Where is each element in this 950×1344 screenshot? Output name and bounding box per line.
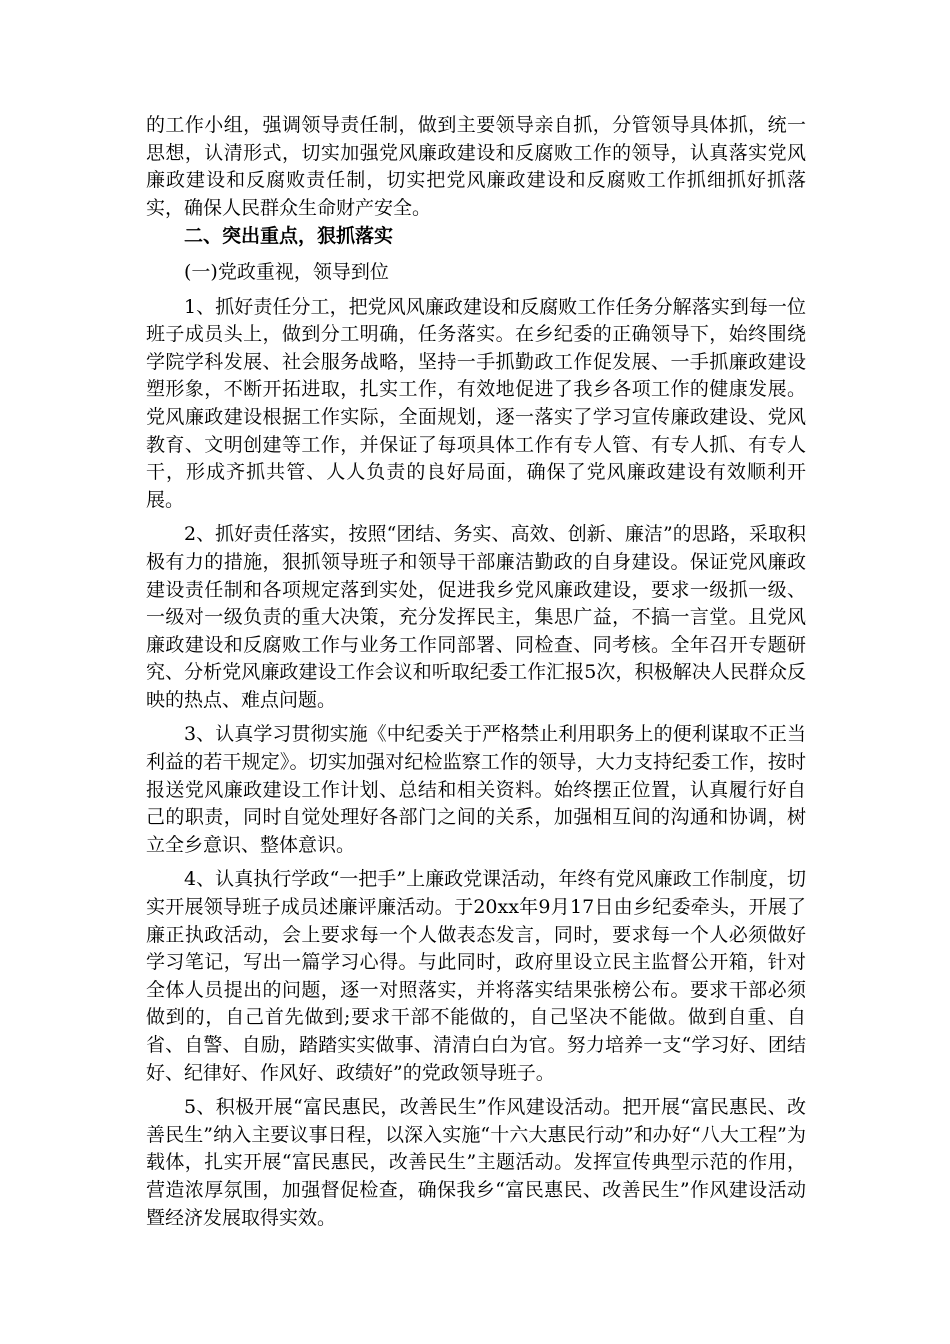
paragraph-continuation: 的工作小组，强调领导责任制，做到主要领导亲自抓，分管领导具体抓，统一思想，认清形式，切实加强党风廉政建设和反腐败工作的领导，认真落实党风廉政建设和反腐败责任制，切实把党风廉政建设和反腐败工作抓细抓好抓落实，确保人民群众生命财产安全。	[146, 114, 806, 219]
body-paragraph-1: 1、抓好责任分工，把党风风廉政建设和反腐败工作任务分解落实到每一位班子成员头上，做到分工明确，任务落实。在乡纪委的正确领导下，始终围绕学院学科发展、社会服务战略，坚持一手抓勤政工作促发展、一手抓廉政建设塑形象，不断开拓进取，扎实工作，有效地促进了我乡各项工作的健康发展。党风廉政建设根据工作实际，全面规划，逐一落实了学习宣传廉政建设、党风教育、文明创建等工作，并保证了每项具体工作有专人管、有专人抓、有专人干，形成齐抓共管、人人负责的良好局面，确保了党风廉政建设有效顺利开展。	[146, 295, 806, 511]
body-paragraph-5: 5、积极开展“富民惠民，改善民生”作风建设活动。把开展“富民惠民、改善民生”纳入主要议事日程，以深入实施“十六大惠民行动”和办好“八大工程”为载体，扎实开展“富民惠民，改善民生”主题活动。发挥宣传典型示范的作用，营造浓厚氛围，加强督促检查，确保我乡“富民惠民、改善民生”作风建设活动暨经济发展取得实效。	[146, 1096, 806, 1229]
document-page	[146, 112, 806, 1232]
body-paragraph-3: 3、认真学习贯彻实施《中纪委关于严格禁止利用职务上的便利谋取不正当利益的若干规定》。切实加强对纪检监察工作的领导，大力支持纪委工作，按时报送党风廉政建设工作计划、总结和相关资料。始终摆正位置，认真履行好自己的职责，同时自觉处理好各部门之间的关系，加强相互间的沟通和协调，树立全乡意识、整体意识。	[146, 723, 806, 856]
body-paragraph-2: 2、抓好责任落实，按照“团结、务实、高效、创新、廉洁”的思路，采取积极有力的措施，狠抓领导班子和领导干部廉洁勤政的自身建设。保证党风廉政建设责任制和各项规定落到实处，促进我乡党风廉政建设，要求一级抓一级、一级对一级负责的重大决策，充分发挥民主，集思广益，不搞一言堂。且党风廉政建设和反腐败工作与业务工作同部署、同检查、同考核。全年召开专题研究、分析党风廉政建设工作会议和听取纪委工作汇报5次，积极解决人民群众反映的热点、难点问题。	[146, 523, 806, 711]
subsection-heading: (一)党政重视，领导到位	[184, 260, 389, 283]
body-paragraph-4: 4、认真执行学政“一把手”上廉政党课活动，年终有党风廉政工作制度，切实开展领导班子成员述廉评廉活动。于20xx年9月17日由乡纪委牵头，开展了廉正执政活动，会上要求每一个人做表态发言，同时，要求每一个人必须做好学习笔记，写出一篇学习心得。与此同时，政府里设立民主监督公开箱，针对全体人员提出的问题，逐一对照落实，并将落实结果张榜公布。要求干部必须做到的，自己首先做到;要求干部不能做的，自己坚决不能做。做到自重、自省、自警、自励，踏踏实实做事、清清白白为官。努力培养一支“学习好、团结好、纪律好、作风好、政绩好”的党政领导班子。	[146, 868, 806, 1084]
section-heading: 二、突出重点，狠抓落实	[184, 225, 394, 248]
